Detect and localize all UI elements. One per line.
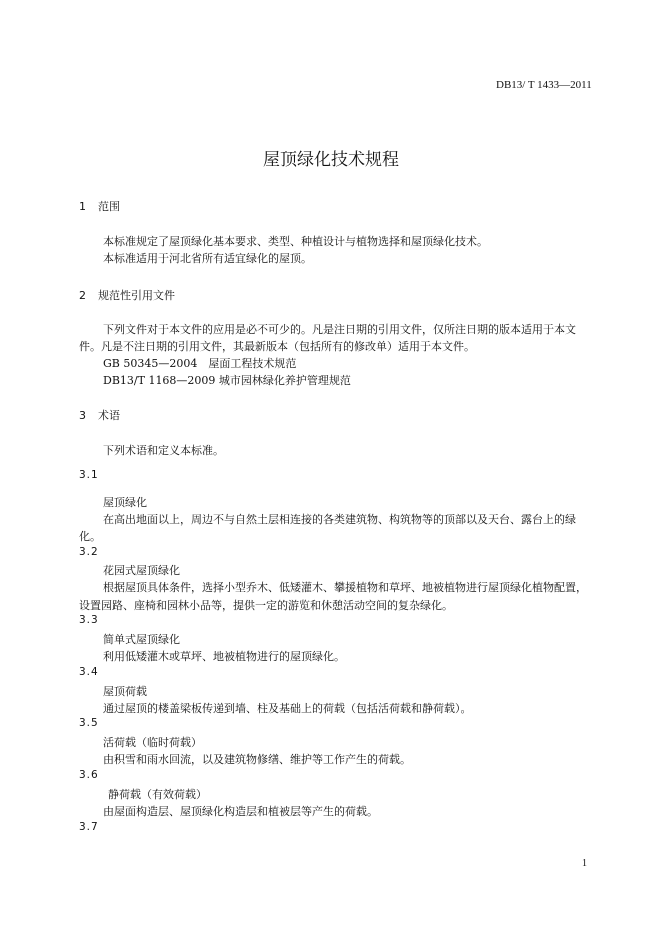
term-definition: 利用低矮灌木或草坪、地被植物进行的屋顶绿化。 bbox=[103, 650, 345, 663]
term-name: 静荷载（有效荷载） bbox=[108, 788, 207, 801]
term-number: 3.2 bbox=[79, 546, 99, 558]
reference-item: DB13/T 1168—2009 城市园林绿化养护管理规范 bbox=[103, 374, 351, 387]
section-heading bbox=[79, 198, 120, 214]
section-title: 范围 bbox=[98, 200, 120, 213]
section-heading bbox=[79, 407, 120, 423]
section-title: 规范性引用文件 bbox=[98, 289, 175, 302]
section-number: 3 bbox=[79, 409, 86, 422]
term-name: 花园式屋顶绿化 bbox=[103, 564, 180, 577]
term-definition: 通过屋顶的楼盖梁板传递到墙、柱及基础上的荷载（包括活荷载和静荷载）。 bbox=[103, 702, 472, 715]
term-name: 屋顶荷载 bbox=[103, 685, 147, 698]
paragraph: 下列术语和定义本标准。 bbox=[103, 444, 224, 457]
document-title: 屋顶绿化技术规程 bbox=[263, 150, 399, 170]
term-definition: 设置园路、座椅和园林小品等，提供一定的游览和休憩活动空间的复杂绿化。 bbox=[79, 599, 453, 612]
term-number: 3.6 bbox=[79, 769, 99, 781]
term-name: 屋顶绿化 bbox=[103, 496, 147, 509]
term-definition: 由屋面构造层、屋顶绿化构造层和植被层等产生的荷载。 bbox=[103, 805, 378, 818]
term-definition: 在高出地面以上，周边不与自然土层相连接的各类建筑物、构筑物等的顶部以及天台、露台上的绿 bbox=[103, 513, 576, 526]
section-heading bbox=[79, 287, 175, 303]
term-name: 活荷载（临时荷载） bbox=[103, 736, 202, 749]
paragraph: 件。凡是不注日期的引用文件，其最新版本（包括所有的修改单）适用于本文件。 bbox=[79, 340, 475, 353]
term-number: 3.4 bbox=[79, 666, 99, 678]
section-number: 1 bbox=[79, 200, 86, 213]
term-name: 简单式屋顶绿化 bbox=[103, 633, 180, 646]
term-number: 3.7 bbox=[79, 821, 99, 833]
page-number: 1 bbox=[582, 858, 587, 869]
section-number: 2 bbox=[79, 289, 86, 302]
term-number: 3.3 bbox=[79, 614, 99, 626]
term-definition: 化。 bbox=[79, 530, 101, 543]
term-definition: 根据屋顶具体条件，选择小型乔木、低矮灌木、攀援植物和草坪、地被植物进行屋顶绿化植物配置， bbox=[103, 581, 587, 594]
reference-item: GB 50345—2004 屋面工程技术规范 bbox=[103, 357, 297, 370]
paragraph: 本标准规定了屋顶绿化基本要求、类型、种植设计与植物选择和屋顶绿化技术。 bbox=[103, 235, 488, 248]
paragraph: 本标准适用于河北省所有适宜绿化的屋顶。 bbox=[103, 252, 312, 265]
term-definition: 由积雪和雨水回流，以及建筑物修缮、维护等工作产生的荷载。 bbox=[103, 753, 411, 766]
term-number: 3.1 bbox=[79, 469, 99, 481]
section-title: 术语 bbox=[98, 409, 120, 422]
term-number: 3.5 bbox=[79, 717, 99, 729]
standard-code: DB13/ T 1433—2011 bbox=[496, 79, 592, 91]
paragraph: 下列文件对于本文件的应用是必不可少的。凡是注日期的引用文件，仅所注日期的版本适用于本文 bbox=[103, 323, 576, 336]
